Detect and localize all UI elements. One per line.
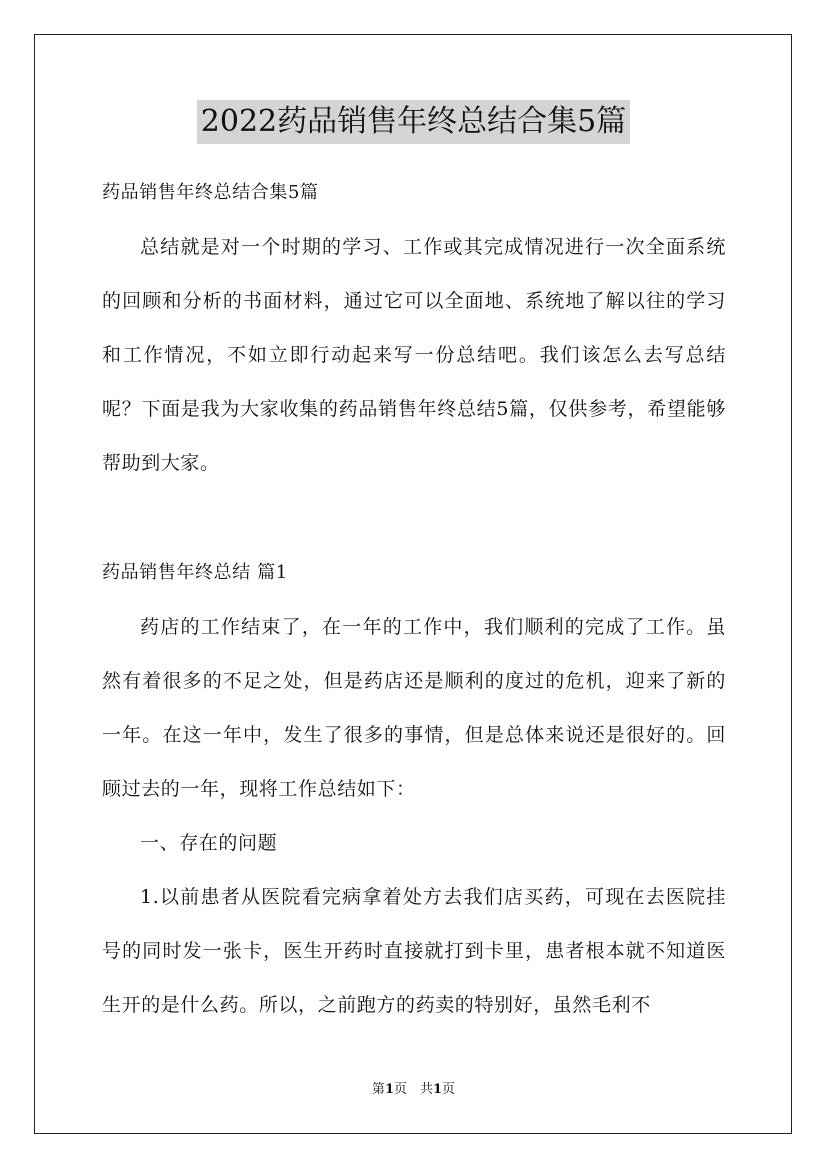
document-title: 2022药品销售年终总结合集5篇 [197,100,630,144]
subheading: 一、存在的问题 [140,832,278,854]
page-footer [0,1080,827,1100]
document-subtitle: 药品销售年终总结合集5篇 [102,182,319,203]
item-paragraph: 1.以前患者从医院看完病拿着处方去我们店买药，可现在去医院挂号的同时发一张卡，医生开药时直接就打到卡里，患者根本就不知道医生开的是什么药。所以，之前跑方的药卖的特别好，虽然毛利不 [102,886,726,1016]
intro-paragraph: 总结就是对一个时期的学习、工作或其完成情况进行一次全面系统的回顾和分析的书面材料，通过它可以全面地、系统地了解以往的学习和工作情况，不如立即行动起来写一份总结吧。我们该怎么去写总结呢？下面是我为大家收集的药品销售年终总结5篇，仅供参考，希望能够帮助到大家。 [102,236,726,474]
footer-page-total: 1 [433,1082,443,1097]
title-container [0,100,827,144]
footer-mid: 页 共 [393,1082,433,1097]
footer-page-current: 1 [384,1082,394,1097]
footer-prefix: 第 [371,1082,385,1097]
section-paragraph: 药店的工作结束了，在一年的工作中，我们顺利的完成了工作。虽然有着很多的不足之处，但是药店还是顺利的度过的危机，迎来了新的一年。在这一年中，发生了很多的事情，但是总体来说还是很好的。回顾过去的一年，现将工作总结如下： [102,616,726,800]
footer-suffix: 页 [442,1082,456,1097]
section-heading: 药品销售年终总结 篇1 [102,562,288,583]
